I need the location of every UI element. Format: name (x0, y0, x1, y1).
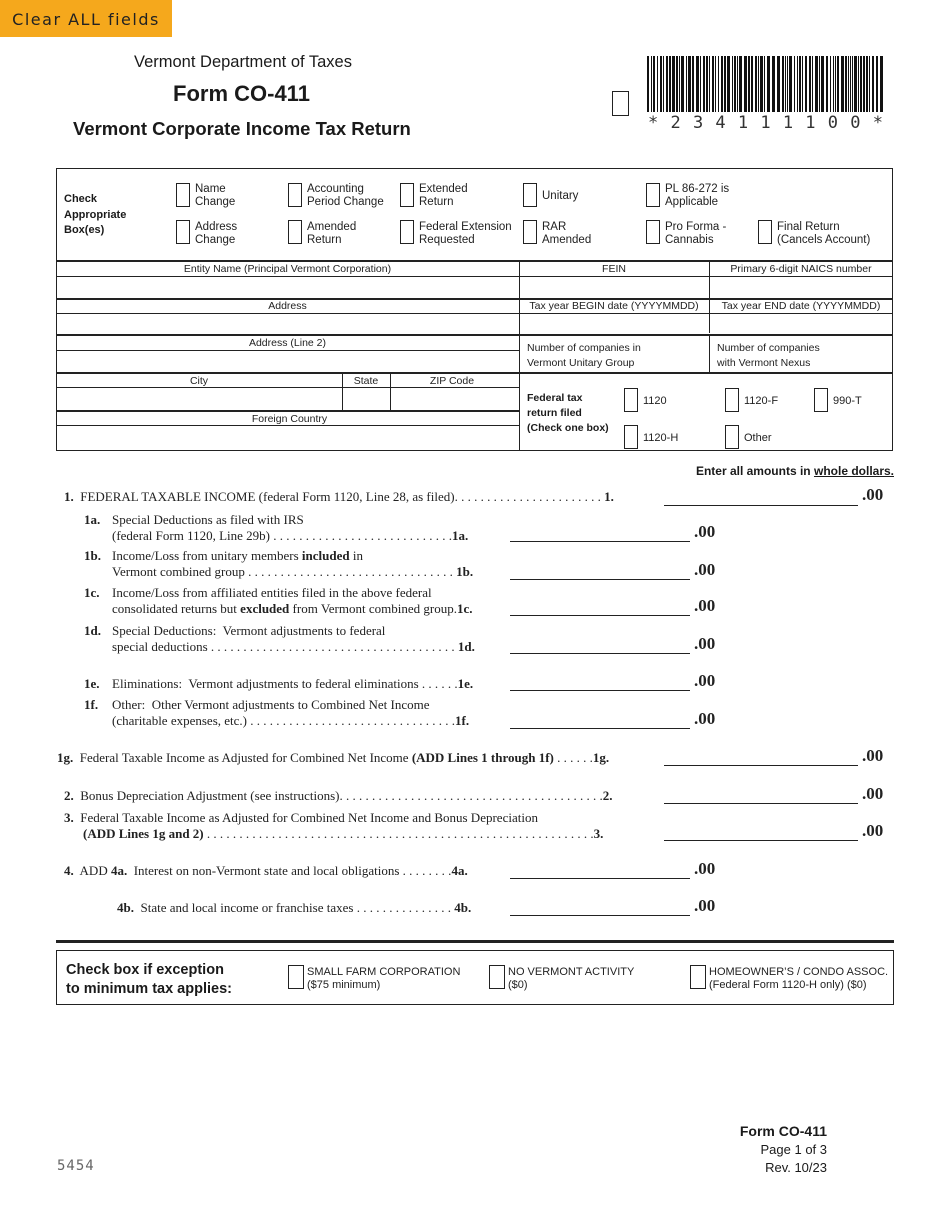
line-4b-cents: .00 (694, 896, 716, 915)
address-line2-input[interactable] (58, 352, 517, 371)
barcode-bar (787, 56, 788, 112)
line-1b-number: 1b. (84, 548, 101, 563)
barcode-bar (841, 56, 844, 112)
min-tax-label: Check box if exception to minimum tax applies: (66, 962, 232, 997)
line-1a-number: 1a. (84, 512, 101, 527)
line-2-text: 2. Bonus Depreciation Adjustment (see instructions). . . . . . . . . . . . . . . . . . . . . . . . . . . . . . . . . . . . . . . . .2. (64, 788, 613, 803)
return-1120-label: 1120 (643, 395, 667, 407)
barcode-bar (854, 56, 857, 112)
footer-code: 5454 (57, 1158, 95, 1174)
barcode-bar (880, 56, 883, 112)
entity-name-input[interactable] (58, 278, 517, 297)
barcode-bar (653, 56, 655, 112)
footer-form-id: Form CO-411 (739, 1123, 827, 1139)
pl-86-272-label: PL 86-272 is Applicable (665, 183, 730, 208)
section-divider (56, 940, 894, 943)
barcode-bar (863, 56, 865, 112)
divider (56, 387, 519, 388)
divider (56, 410, 519, 412)
pro-forma-cannabis-checkbox[interactable] (646, 220, 660, 244)
foreign-country-input[interactable] (58, 427, 517, 449)
barcode-bar (782, 56, 784, 112)
return-other-label: Other (744, 432, 772, 444)
address-label: Address (268, 300, 307, 312)
line-1g-input[interactable] (664, 765, 858, 766)
line-1e-cents: .00 (694, 671, 716, 690)
rar-amended-checkbox[interactable] (523, 220, 537, 244)
department-name: Vermont Department of Taxes (134, 53, 352, 71)
address-change-checkbox[interactable] (176, 220, 190, 244)
barcode-bar (739, 56, 742, 112)
return-1120f-label: 1120-F (744, 395, 779, 407)
line-3-text: 3. Federal Taxable Income as Adjusted for Combined Net Income and Bonus Depreciation (ADD Lines 1g and 2) . . . . . . . . . . . . . . . . . . . . . . . . . . . . . . . . . . . . . . . . . . . . . . . . . . . . . . . . . . . .3. (64, 810, 604, 841)
entity-name-label: Entity Name (Principal Vermont Corporation) (183, 263, 392, 275)
barcode-bar (802, 56, 803, 112)
barcode-bar (852, 56, 853, 112)
line-1e-input[interactable] (510, 690, 690, 691)
barcode-bar (679, 56, 680, 112)
zip-input[interactable] (392, 389, 517, 409)
naics-input[interactable] (711, 278, 891, 297)
line-1f-input[interactable] (510, 728, 690, 729)
accounting-period-change-label: Accounting Period Change (307, 183, 384, 208)
barcode-bar (758, 56, 759, 112)
return-1120f-checkbox[interactable] (725, 388, 739, 412)
barcode-bar (755, 56, 757, 112)
address-line2-label: Address (Line 2) (248, 337, 327, 349)
barcode-bar (669, 56, 671, 112)
line-1a-cents: .00 (694, 522, 716, 541)
barcode-bar (821, 56, 824, 112)
barcode-bar (744, 56, 747, 112)
line-2-cents: .00 (862, 784, 884, 803)
state-label: State (353, 375, 379, 387)
barcode-bar (688, 56, 691, 112)
city-label: City (189, 375, 209, 387)
barcode-bar (850, 56, 851, 112)
line-1g-cents: .00 (862, 746, 884, 765)
barcode-bar (715, 56, 716, 112)
line-2-input[interactable] (664, 803, 858, 804)
barcode-bar (651, 56, 652, 112)
barcode-bar (809, 56, 811, 112)
naics-label: Primary 6-digit NAICS number (730, 263, 872, 275)
nexus-count-input[interactable] (822, 342, 890, 370)
footer-rev: Rev. 10/23 (765, 1160, 827, 1175)
barcode-bar (724, 56, 726, 112)
fein-input[interactable] (521, 278, 707, 297)
line-1g-text: 1g. Federal Taxable Income as Adjusted for Combined Net Income (ADD Lines 1 through 1f) . . . . . .1g. (57, 750, 610, 765)
barcode-bar (748, 56, 750, 112)
return-other-checkbox[interactable] (725, 425, 739, 449)
line-1b-input[interactable] (510, 579, 690, 580)
line-4b-input[interactable] (510, 915, 690, 916)
federal-return-label: Federal tax return filed (Check one box) (527, 392, 609, 434)
extended-return-checkbox[interactable] (400, 183, 414, 207)
return-990t-checkbox[interactable] (814, 388, 828, 412)
line-1a-text: Special Deductions as filed with IRS (federal Form 1120, Line 29b) . . . . . . . . . . . . . . . . . . . . . . . . . . . .1a. (112, 512, 469, 543)
line-3-input[interactable] (664, 840, 858, 841)
barcode-bar (657, 56, 658, 112)
line-1c-text: Income/Loss from affiliated entities filed in the above federal consolidated returns but excluded from Vermont combined group.1c. (112, 585, 473, 616)
end-date-input[interactable] (711, 315, 891, 333)
pl-86-272-checkbox[interactable] (646, 183, 660, 207)
line-3-cents: .00 (862, 821, 884, 840)
accounting-period-change-checkbox[interactable] (288, 183, 302, 207)
barcode-bar (777, 56, 780, 112)
line-1c-number: 1c. (84, 585, 100, 600)
return-1120-checkbox[interactable] (624, 388, 638, 412)
unitary-count-input[interactable] (640, 342, 706, 370)
small-farm-label: SMALL FARM CORPORATION ($75 minimum) (307, 966, 461, 991)
barcode-bar (805, 56, 807, 112)
state-input[interactable] (344, 389, 388, 409)
barcode-bar (706, 56, 708, 112)
footer-page: Page 1 of 3 (760, 1142, 827, 1157)
return-1120h-checkbox[interactable] (624, 425, 638, 449)
barcode-bar (772, 56, 775, 112)
divider (56, 372, 893, 374)
final-return-label: Final Return (Cancels Account) (777, 221, 871, 246)
barcode-bar (812, 56, 813, 112)
barcode-bar (663, 56, 664, 112)
amended-return-label: Amended Return (307, 221, 357, 246)
line-4b-text: 4b. State and local income or franchise taxes . . . . . . . . . . . . . . . 4b. (117, 900, 472, 915)
line-1f-number: 1f. (84, 697, 99, 712)
line-1e-text: Eliminations: Vermont adjustments to federal eliminations . . . . . .1e. (112, 676, 474, 691)
divider (56, 260, 893, 262)
barcode-bar (712, 56, 714, 112)
barcode-bar (799, 56, 801, 112)
barcode-bar (672, 56, 675, 112)
barcode-bar (709, 56, 710, 112)
line-1-input[interactable] (664, 505, 858, 506)
barcode-bar (835, 56, 836, 112)
barcode-bar (676, 56, 678, 112)
end-date-label: Tax year END date (YYYYMMDD) (721, 300, 881, 312)
divider (56, 334, 893, 336)
line-1b-cents: .00 (694, 560, 716, 579)
line-1-cents: .00 (862, 485, 884, 504)
divider (56, 276, 893, 277)
clear-all-fields-button[interactable]: Clear ALL fields (0, 0, 172, 37)
foreign-country-label: Foreign Country (251, 413, 328, 425)
barcode-bar (845, 56, 847, 112)
nexus-count-label: Number of companies with Vermont Nexus (717, 342, 820, 369)
barcode-bar (876, 56, 878, 112)
line-4a-input[interactable] (510, 878, 690, 879)
amounts-note: Enter all amounts in whole dollars. (695, 464, 894, 478)
barcode-bar (647, 56, 649, 112)
address-input[interactable] (58, 315, 517, 333)
barcode-bar (826, 56, 828, 112)
pro-forma-cannabis-label: Pro Forma - Cannabis (665, 221, 727, 246)
extended-return-label: Extended Return (419, 183, 468, 208)
barcode-bar (700, 56, 701, 112)
barcode-bar (833, 56, 834, 112)
divider (709, 335, 710, 373)
line-1c-input[interactable] (510, 615, 690, 616)
line-1d-cents: .00 (694, 634, 716, 653)
line-1f-cents: .00 (694, 709, 716, 728)
barcode-bar (764, 56, 765, 112)
line-4a-text: 4. ADD 4a. Interest on non-Vermont state and local obligations . . . . . . . .4a. (64, 863, 468, 878)
no-vermont-activity-checkbox[interactable] (489, 965, 505, 989)
barcode-bar (760, 56, 763, 112)
barcode-bar (721, 56, 723, 112)
barcode-bar (794, 56, 795, 112)
barcode-bar (797, 56, 798, 112)
zip-label: ZIP Code (429, 375, 475, 387)
barcode-bar (696, 56, 699, 112)
barcode-bar (692, 56, 694, 112)
line-1d-text: Special Deductions: Vermont adjustments to federal special deductions . . . . . . . . . . . . . . . . . . . . . . . . . . . . . . . . . . . . . . 1d. (112, 623, 475, 654)
unitary-label: Unitary (542, 190, 579, 202)
federal-extension-checkbox[interactable] (400, 220, 414, 244)
line-1a-input[interactable] (510, 541, 690, 542)
barcode-bar (869, 56, 870, 112)
amended-return-checkbox[interactable] (288, 220, 302, 244)
address-change-label: Address Change (195, 221, 238, 246)
line-1-text: 1. FEDERAL TAXABLE INCOME (federal Form 1120, Line 28, as filed). . . . . . . . . . . . . . . . . . . . . . . 1. (64, 489, 614, 504)
begin-date-label: Tax year BEGIN date (YYYYMMDD) (529, 300, 699, 312)
unitary-checkbox[interactable] (523, 183, 537, 207)
barcode-bar (767, 56, 770, 112)
final-return-checkbox[interactable] (758, 220, 772, 244)
return-1120h-label: 1120-H (643, 432, 679, 444)
barcode-bar (860, 56, 862, 112)
barcode-bar (666, 56, 668, 112)
barcode-bar (751, 56, 753, 112)
barcode-bar (785, 56, 786, 112)
barcode-bar (703, 56, 705, 112)
line-1e-number: 1e. (84, 676, 100, 691)
unitary-count-label: Number of companies in Vermont Unitary Group (527, 342, 641, 369)
divider (56, 313, 893, 314)
barcode-bar (830, 56, 831, 112)
name-change-label: Name Change (195, 183, 236, 208)
line-1b-text: Income/Loss from unitary members included in Vermont combined group . . . . . . . . . . . . . . . . . . . . . . . . . . . . . . . . 1b. (112, 548, 474, 579)
line-4a-cents: .00 (694, 859, 716, 878)
city-input[interactable] (58, 389, 340, 409)
barcode-image (647, 56, 887, 112)
small-farm-checkbox[interactable] (288, 965, 304, 989)
barcode-bar (727, 56, 730, 112)
barcode-bar (789, 56, 792, 112)
barcode-bar (734, 56, 736, 112)
barcode-text: * 2 3 4 1 1 1 1 0 0 * (648, 113, 884, 133)
no-vermont-activity-label: NO VERMONT ACTIVITY ($0) (508, 966, 635, 991)
form-id: Form CO-411 (173, 81, 310, 106)
barcode-bar (815, 56, 818, 112)
rar-amended-label: RAR Amended (542, 221, 592, 246)
form-title: Vermont Corporate Income Tax Return (73, 118, 411, 139)
barcode-bar (686, 56, 687, 112)
barcode-bar (858, 56, 859, 112)
return-990t-label: 990-T (833, 395, 862, 407)
name-change-checkbox[interactable] (176, 183, 190, 207)
federal-extension-label: Federal Extension Requested (419, 221, 512, 246)
barcode-bar (681, 56, 684, 112)
line-1d-number: 1d. (84, 623, 101, 638)
barcode-bar (837, 56, 839, 112)
line-1c-cents: .00 (694, 596, 716, 615)
barcode-bar (866, 56, 868, 112)
barcode-bar (660, 56, 662, 112)
barcode-bar (872, 56, 874, 112)
divider (56, 350, 519, 351)
fein-label: FEIN (602, 263, 626, 275)
line-1d-input[interactable] (510, 653, 690, 654)
barcode-bar (848, 56, 849, 112)
barcode-bar (737, 56, 738, 112)
homeowners-assoc-checkbox[interactable] (690, 965, 706, 989)
check-boxes-label: Check Appropriate Box(es) (64, 193, 127, 236)
begin-date-input[interactable] (521, 315, 707, 333)
homeowners-assoc-label: HOMEOWNER’S / CONDO ASSOC. (Federal Form 1120-H only) ($0) (709, 966, 889, 991)
barcode-bar (819, 56, 820, 112)
barcode-bar (718, 56, 719, 112)
barcode-bar (732, 56, 733, 112)
line-1f-text: Other: Other Vermont adjustments to Combined Net Income (charitable expenses, etc.) . . . . . . . . . . . . . . . . . . . . . . . . . . . . . . . .1f. (112, 697, 470, 728)
amended-barcode-checkbox[interactable] (612, 91, 629, 116)
divider (56, 425, 519, 426)
